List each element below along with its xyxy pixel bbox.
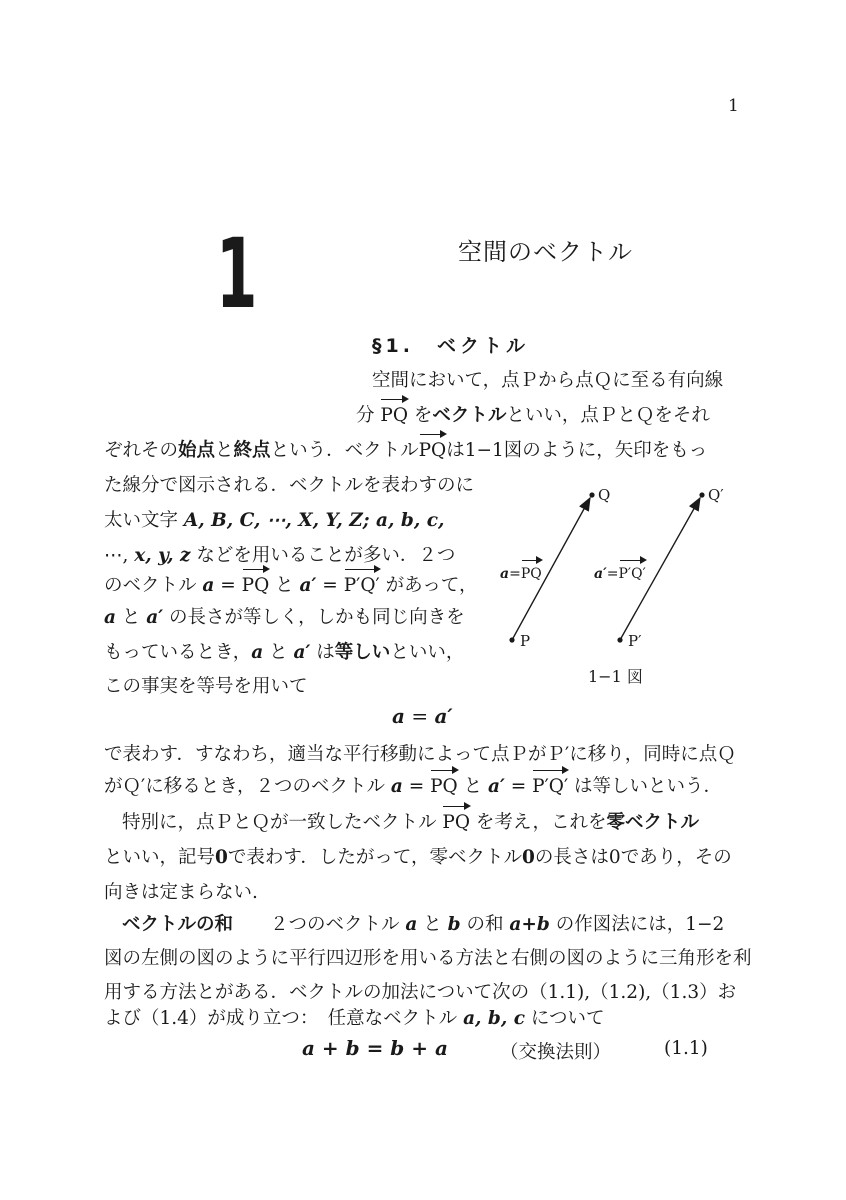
- point-q: [589, 492, 594, 497]
- point-q2: [699, 492, 704, 497]
- text-line: もっているとき，a と a′ は等しいといい，: [104, 642, 465, 663]
- text-line: 向きは定まらない.: [104, 882, 258, 903]
- label-left-vector: a=PQ: [500, 566, 542, 582]
- text-line: で表わす．すなわち，適当な平行移動によって点ＰがＰ′に移り，同時に点Ｑ: [104, 744, 736, 765]
- equation-number: (1.1): [664, 1038, 708, 1059]
- term-end-point: 終点: [233, 440, 271, 461]
- label-p2: P′: [628, 632, 642, 650]
- point-p2: [617, 637, 622, 642]
- text-line: 太い文字 A, B, C, ⋯, X, Y, Z; a, b, c,: [104, 510, 445, 531]
- text-line: がＱ′に移るとき，２つのベクトル a = PQ と a′ = P′Q′ は等しいという．: [104, 776, 723, 797]
- text-line: ⋯, x, y, z などを用いることが多い．２つ: [104, 545, 456, 566]
- text-line: 空間において，点Ｐから点Ｑに至る有向線: [372, 370, 724, 391]
- text-line: よび（1.4）が成り立つ： 任意なベクトル a, b, c について: [104, 1008, 605, 1029]
- figure-1-1: [490, 480, 750, 664]
- text-line: といい，記号0で表わす．したがって，零ベクトル0の長さは0であり，その: [104, 847, 732, 868]
- text-line: この事実を等号を用いて: [104, 676, 308, 697]
- text-line: た線分で図示される．ベクトルを表わすのに: [104, 475, 475, 496]
- text-line: 分 PQ をベクトルといい，点ＰとＱをそれ: [356, 405, 710, 426]
- text-line: a と a′ の長さが等しく，しかも同じ向きを: [104, 607, 465, 628]
- chapter-title: 空間のベクトル: [458, 238, 633, 266]
- equation-commutative: a + b = b + a: [302, 1036, 448, 1060]
- page-number: 1: [728, 96, 739, 116]
- text-line: 用する方法とがある．ベクトルの加法について次の（1.1),（1.2),（1.3）お: [104, 982, 737, 1003]
- figure-caption: 1−1 図: [588, 667, 643, 686]
- point-p: [509, 637, 514, 642]
- text-line: 図の左側の図のように平行四辺形を用いる方法と右側の図のように三角形を利: [104, 948, 752, 969]
- term-zero-vector: 零ベクトル: [606, 812, 700, 833]
- label-right-vector: a′=P′Q′: [594, 566, 646, 582]
- vector-p2q2: P′Q′: [343, 575, 380, 596]
- term-vector-sum: ベクトルの和: [122, 914, 234, 935]
- label-q: Q: [598, 486, 611, 504]
- text-line: ぞれその始点と終点という．ベクトルPQは1−1図のように，矢印をもっ: [104, 440, 708, 461]
- label-q2: Q′: [708, 486, 724, 504]
- term-vector: ベクトル: [432, 405, 507, 426]
- text-line: ベクトルの和 ２つのベクトル a と b の和 a+b の作図法には，1−2: [122, 914, 725, 935]
- vector-pq: PQ: [418, 440, 447, 461]
- equation-law-name: （交換法則）: [500, 1042, 612, 1063]
- text-line: のベクトル a = PQ と a′ = P′Q′ があって，: [104, 575, 478, 596]
- vector-pq: PQ: [380, 405, 409, 426]
- section-heading: §1. ベクトル: [372, 335, 529, 357]
- chapter-number: 1: [216, 218, 258, 330]
- equation-a-equals-a-prime: a = a′: [392, 704, 453, 728]
- text-line: 特別に，点ＰとＱが一致したベクトル PQ を考え，これを零ベクトル: [122, 812, 700, 833]
- term-equal: 等しい: [334, 642, 391, 663]
- vector-pq: PQ: [241, 575, 270, 596]
- term-initial-point: 始点: [178, 440, 216, 461]
- label-p: P: [520, 632, 531, 650]
